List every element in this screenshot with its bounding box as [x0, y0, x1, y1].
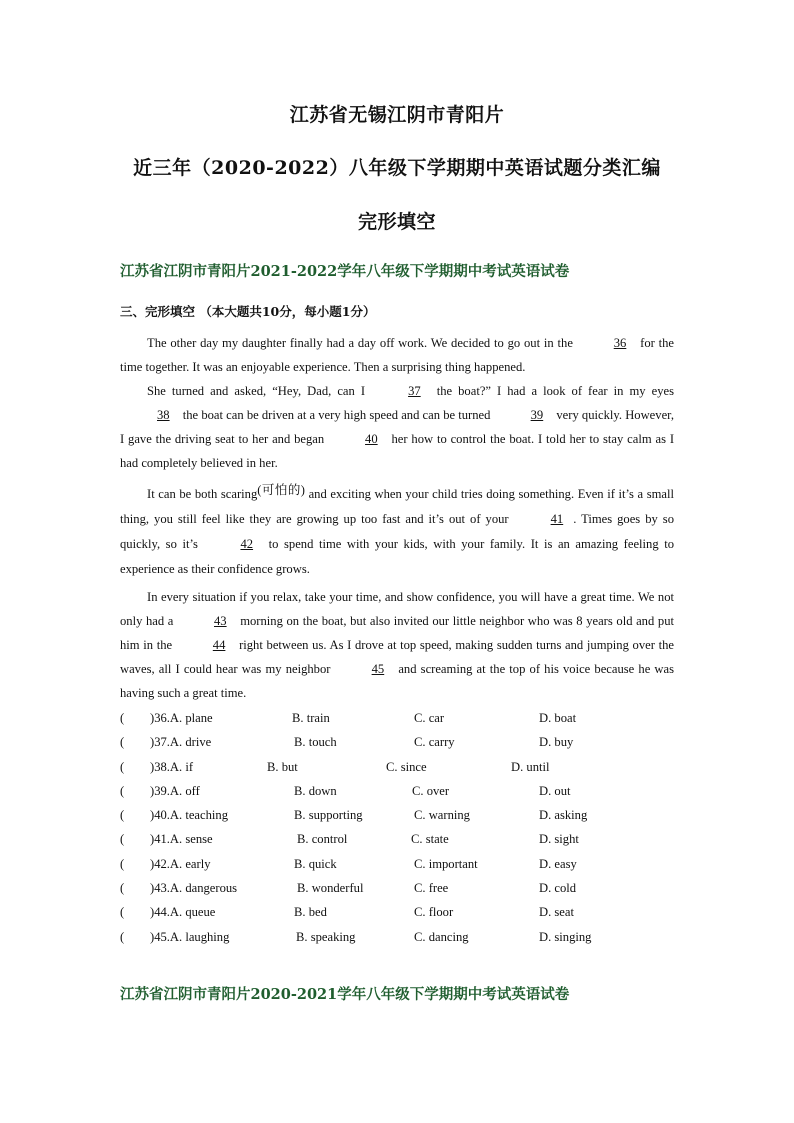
option-b: B. supporting	[294, 808, 363, 823]
option-row-39	[120, 779, 680, 803]
option-b: B. touch	[294, 735, 337, 750]
option-d: D. singing	[539, 929, 592, 944]
option-b: B. train	[292, 711, 330, 725]
option-d: D. out	[539, 783, 571, 798]
blank-41: 41	[550, 512, 564, 526]
text: It can be both scaring	[147, 487, 258, 501]
option-row-38	[120, 755, 680, 779]
option-c: C. dancing	[414, 929, 469, 944]
blank-43: 43	[214, 614, 227, 628]
text: and exciting when your child tries doing something. Even if it’s a small thing, you still feel like they are growing up too fast and it’s out of your	[120, 487, 675, 526]
text: the boat can be driven at a very high speed and can be turned	[179, 408, 494, 422]
option-a: )45.A. laughing	[150, 929, 230, 944]
answer-paren: (	[120, 735, 125, 750]
option-row-44	[120, 900, 680, 924]
text: her how to control the boat. I told her to stay calm as I had completely believed in her.	[120, 432, 675, 470]
answer-paren: (	[120, 905, 125, 920]
option-d: D. cold	[539, 881, 577, 896]
option-row-40	[120, 803, 680, 827]
option-row-42	[120, 852, 680, 876]
option-c: C. car	[414, 711, 445, 725]
answer-paren: (	[120, 832, 125, 847]
section-heading-2020-2021: 江苏省江阴市青阳片2020-2021学年八年级下学期期中考试英语试卷	[120, 986, 570, 1003]
text: to spend time with your kids, with your family. It is an amazing feeling to experience as their confidence grows.	[120, 537, 674, 576]
text: for the time together. It was an enjoyable experience. Then a surprising thing happened.	[120, 336, 674, 374]
option-c: C. carry	[414, 735, 455, 750]
option-b: B. bed	[294, 905, 327, 920]
option-a: )42.A. early	[150, 856, 211, 871]
option-c: C. free	[414, 881, 449, 896]
option-b: B. but	[267, 759, 298, 774]
option-d: D. easy	[539, 856, 577, 871]
option-c: C. warning	[414, 808, 470, 823]
blank-44: 44	[212, 638, 226, 652]
paragraph-4	[120, 585, 674, 705]
answer-paren: (	[120, 808, 125, 823]
option-b: B. down	[294, 783, 337, 798]
option-a: )37.A. drive	[150, 735, 212, 750]
blank-39: 39	[530, 408, 544, 422]
option-b: B. speaking	[296, 929, 356, 944]
blank-42: 42	[240, 537, 254, 551]
option-d: D. boat	[539, 711, 577, 725]
blank-45: 45	[371, 662, 385, 676]
paragraph-3	[120, 482, 674, 582]
title-region: 江苏省无锡江阴市青阳片	[289, 104, 505, 126]
option-a: )41.A. sense	[150, 832, 213, 847]
option-b: B. quick	[294, 856, 337, 871]
answer-paren: (	[120, 929, 125, 944]
answer-paren: (	[120, 759, 125, 774]
option-d: D. buy	[539, 735, 574, 750]
option-d: D. sight	[539, 832, 579, 847]
option-a: )43.A. dangerous	[150, 881, 238, 896]
text: the boat?” I had a look of fear in my eyes	[430, 384, 675, 398]
part-heading: 三、完形填空 （本大题共10分，每小题1分）	[120, 304, 376, 319]
blank-38: 38	[157, 408, 170, 422]
option-c: C. floor	[414, 905, 454, 920]
answer-paren: (	[120, 856, 125, 871]
option-row-41	[120, 827, 680, 851]
option-b: B. control	[297, 832, 348, 847]
option-c: C. state	[411, 832, 449, 847]
option-d: D. asking	[539, 808, 588, 823]
paragraph-1	[120, 331, 674, 379]
section-heading-2021-2022: 江苏省江阴市青阳片2021-2022学年八年级下学期期中考试英语试卷	[120, 263, 570, 280]
option-c: C. important	[414, 856, 478, 871]
chinese-note: (可怕的)	[257, 483, 305, 497]
option-row-37	[120, 730, 680, 754]
answer-paren: (	[120, 881, 125, 896]
text: morning on the boat, but also invited our little neighbor who was 8 years old and put him in the	[120, 614, 674, 652]
title-subject: 近三年（2020-2022）八年级下学期期中英语试题分类汇编	[133, 157, 661, 179]
option-a: )39.A. off	[150, 783, 200, 798]
option-a: )36.A. plane	[150, 711, 213, 725]
text: and screaming at the top of his voice because he was having such a great time.	[120, 662, 675, 700]
paragraph-2	[120, 379, 674, 475]
option-c: C. since	[386, 759, 427, 774]
option-b: B. wonderful	[297, 881, 364, 896]
blank-40: 40	[365, 432, 378, 446]
option-row-43	[120, 876, 680, 900]
answer-paren: (	[120, 783, 125, 798]
text: . Times goes by so quickly, so it’s	[120, 512, 674, 551]
option-a: )44.A. queue	[150, 905, 216, 920]
blank-37: 37	[408, 384, 421, 398]
blank-36: 36	[613, 336, 627, 350]
options-list	[120, 706, 680, 949]
option-a: )38.A. if	[150, 759, 194, 774]
text: very quickly. However, I gave the driving seat to her and began	[120, 408, 674, 446]
text: In every situation if you relax, take your time, and show confidence, you will have a great time. We not only had a	[120, 590, 674, 628]
option-a: )40.A. teaching	[150, 808, 228, 823]
option-c: C. over	[412, 783, 450, 798]
answer-paren: (	[120, 711, 125, 725]
text: She turned and asked, “Hey, Dad, can I	[147, 384, 372, 398]
text: right between us. As I drove at top speed, making sudden turns and jumping over the waves, all I could hear was my neighbor	[120, 638, 674, 676]
option-row-36	[120, 706, 680, 730]
option-row-45	[120, 925, 680, 949]
option-d: D. seat	[539, 905, 574, 920]
option-d: D. until	[511, 759, 550, 774]
title-topic: 完形填空	[357, 211, 436, 233]
text: The other day my daughter finally had a day off work. We decided to go out in the	[147, 336, 577, 350]
